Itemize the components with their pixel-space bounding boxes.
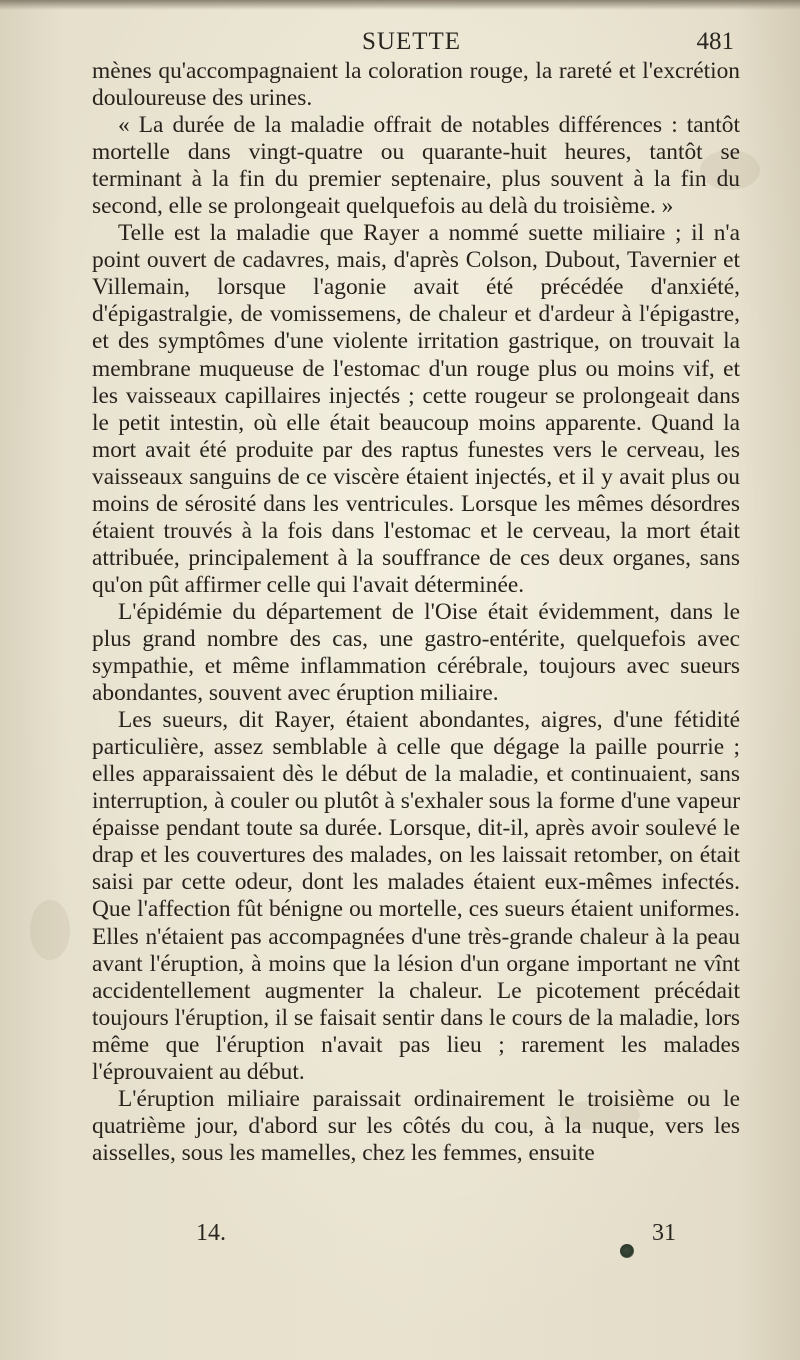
sheet-number: 31 bbox=[652, 1220, 676, 1246]
paper-stain bbox=[30, 900, 70, 960]
body-text bbox=[92, 58, 740, 1167]
page-footer bbox=[92, 1220, 740, 1250]
running-title: SUETTE bbox=[362, 28, 462, 55]
paragraph: L'éruption miliaire paraissait ordinairement le troisième ou le quatrième jour, d'abord sur les côtés du cou, à la nuque, vers les aisselles, sous les mamelles, chez les femmes, ensuite bbox=[92, 1085, 740, 1166]
paragraph: mènes qu'accompagnaient la coloration rouge, la rareté et l'excrétion douloureuse des urines. bbox=[92, 58, 740, 112]
paragraph: Telle est la maladie que Rayer a nommé suette miliaire ; il n'a point ouvert de cadavres, mais, d'après Colson, Dubout, Tavernier et Villemain, lorsque l'agonie avait été précédée d'anxiété, d'épigastralgie, de vomissemens, de chaleur et d'ardeur à l'épigastre, et des symptômes d'une violente irritation gastrique, on trouvait la membrane muqueuse de l'estomac d'un rouge plus ou moins vif, et les vaisseaux capillaires injectés ; cette rougeur se prolongeait dans le petit intestin, où elle était beaucoup moins apparente. Quand la mort avait été produite par des raptus funestes vers le cerveau, les vaisseaux sanguins de ce viscère étaient injectés, et il y avait plus ou moins de sérosité dans les ventricules. Lorsque les mêmes désordres étaient trouvés à la fois dans l'estomac et le cerveau, la mort était attribuée, principalement à la souffrance de ces deux organes, sans qu'on pût affirmer celle qui l'avait déterminée. bbox=[92, 220, 740, 598]
page-top-edge bbox=[0, 0, 800, 10]
page-number: 481 bbox=[696, 28, 734, 55]
signature-mark: 14. bbox=[196, 1220, 226, 1246]
running-head bbox=[92, 28, 740, 62]
paragraph: « La durée de la maladie offrait de notables différences : tantôt mortelle dans vingt-quatre ou quarante-huit heures, tantôt se terminant à la fin du premier septenaire, plus souvent à la fin du second, elle se prolongeait quelquefois au delà du troisième. » bbox=[92, 112, 740, 220]
ink-blot bbox=[620, 1244, 634, 1258]
paragraph: L'épidémie du département de l'Oise était évidemment, dans le plus grand nombre des cas, une gastro-entérite, quelquefois avec sympathie, et même inflammation cérébrale, toujours avec sueurs abondantes, souvent avec éruption miliaire. bbox=[92, 598, 740, 707]
paragraph: Les sueurs, dit Rayer, étaient abondantes, aigres, d'une fétidité particulière, assez semblable à celle que dégage la paille pourrie ; elles apparaissaient dès le début de la maladie, et continuaient, sans interruption, à couler ou plutôt à s'exhaler sous la forme d'une vapeur épaisse pendant toute sa durée. Lorsque, dit-il, après avoir soulevé le drap et les couvertures des malades, on les laissait retomber, on était saisi par cette odeur, dont les malades étaient eux-mêmes infectés. Que l'affection fût bénigne ou mortelle, ces sueurs étaient uniformes. Elles n'étaient pas accompagnées d'une très-grande chaleur à la peau avant l'éruption, à moins que la lésion d'un organe important ne vînt accidentellement augmenter la chaleur. Le picotement précédait toujours l'éruption, il se faisait sentir dans le cours de la maladie, lors même que l'éruption n'avait pas lieu ; rarement les malades l'éprouvaient au début. bbox=[92, 707, 740, 1085]
